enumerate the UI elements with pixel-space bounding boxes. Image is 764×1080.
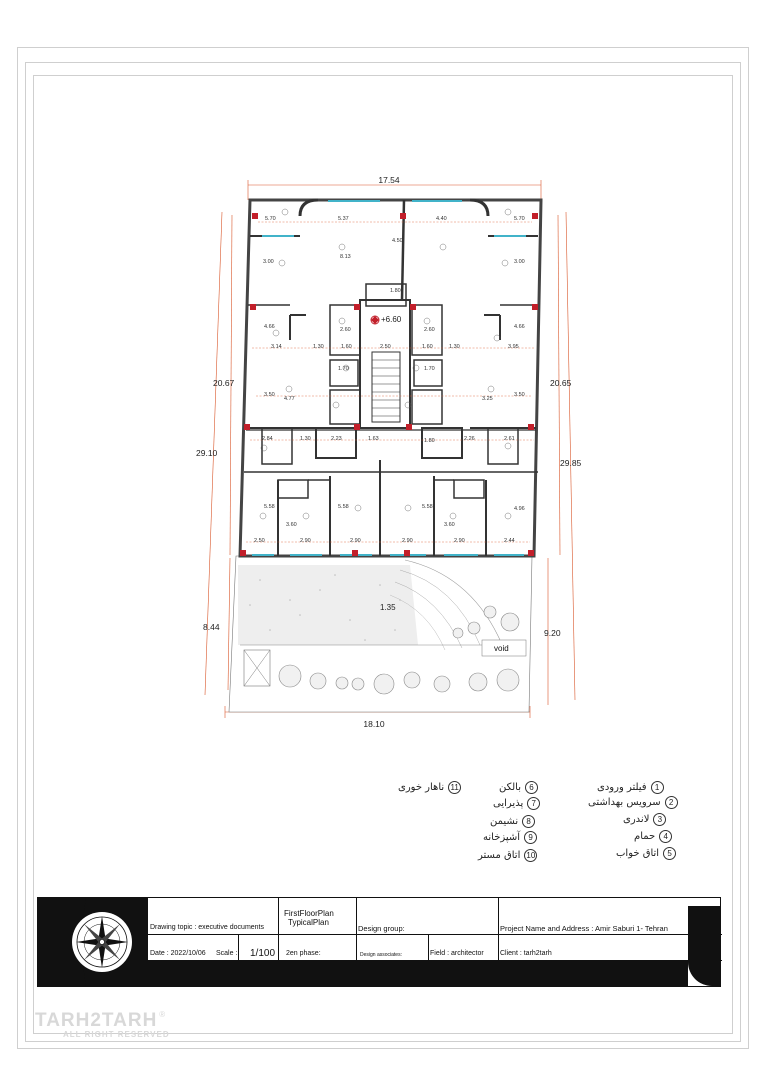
watermark-brand: TARH2TARH [35, 1010, 158, 1031]
svg-text:3.60: 3.60 [444, 522, 455, 528]
design-phase: 2en phase: [286, 950, 321, 957]
client-name: Client : tarh2tarh [500, 950, 552, 957]
svg-text:3.50: 3.50 [514, 392, 525, 398]
legend-number: 10 [524, 849, 537, 862]
legend-item-9 [483, 831, 537, 844]
legend-label: اتاق مستر [478, 850, 521, 861]
title-block-bottom-bar [148, 960, 688, 986]
svg-text:5.70: 5.70 [514, 216, 525, 222]
svg-text:2.84: 2.84 [262, 436, 273, 442]
svg-text:4.66: 4.66 [514, 324, 525, 330]
svg-text:2.90: 2.90 [402, 538, 413, 544]
svg-text:2.50: 2.50 [380, 344, 391, 350]
svg-text:3.14: 3.14 [271, 344, 282, 350]
svg-text:1.30: 1.30 [300, 436, 311, 442]
legend-item-8 [490, 815, 535, 828]
legend-item-5 [616, 847, 676, 860]
legend-item-7 [493, 797, 540, 810]
legend-item-6 [499, 781, 538, 794]
legend-label: سرویس بهداشتی [588, 797, 661, 808]
scale-value: 1/100 [250, 948, 276, 959]
legend-number: 2 [665, 796, 678, 809]
legend-number: 3 [653, 813, 666, 826]
legend-label: اتاق خواب [616, 848, 660, 859]
svg-text:2.90: 2.90 [350, 538, 361, 544]
level-mark: +6.60 [381, 315, 402, 324]
title-block-divider [238, 934, 239, 960]
project-name: Project Name and Address : Amir Saburi 1- Tehran [500, 924, 668, 933]
svg-text:1.63: 1.63 [368, 436, 379, 442]
svg-text:1.60: 1.60 [341, 344, 352, 350]
legend-item-2 [588, 796, 678, 809]
legend-number: 6 [525, 781, 538, 794]
legend-label: بالکن [499, 782, 522, 793]
title-block-logo-panel [38, 898, 148, 986]
legend-number: 8 [522, 815, 535, 828]
legend-label: آشپزخانه [483, 832, 521, 843]
dim-right-lower: 9.20 [544, 628, 561, 638]
svg-text:5.58: 5.58 [422, 504, 433, 510]
svg-text:8.13: 8.13 [340, 254, 351, 260]
legend-number: 9 [524, 831, 537, 844]
legend-label: ناهار خوری [398, 782, 445, 793]
legend-label: فیلتر ورودی [597, 782, 647, 793]
svg-text:1.60: 1.60 [422, 344, 433, 350]
void-label: void [494, 644, 509, 653]
svg-text:3.95: 3.95 [508, 344, 519, 350]
svg-text:3.60: 3.60 [286, 522, 297, 528]
legend-number: 11 [448, 781, 461, 794]
legend-number: 4 [659, 830, 672, 843]
svg-text:5.58: 5.58 [338, 504, 349, 510]
svg-text:2.90: 2.90 [300, 538, 311, 544]
svg-text:5.58: 5.58 [264, 504, 275, 510]
dim-left-lower: 8.44 [203, 622, 220, 632]
svg-text:3.00: 3.00 [514, 259, 525, 265]
svg-text:1.70: 1.70 [424, 366, 435, 372]
svg-text:5.70: 5.70 [265, 216, 276, 222]
watermark-registered: ® [159, 1010, 166, 1019]
building-walls [240, 200, 541, 556]
drawing-topic: Drawing topic : executive documents [150, 924, 264, 931]
scale-label: Scale : [216, 950, 238, 957]
plan-name-2: TypicalPlan [288, 918, 329, 927]
legend-label: حمام [634, 831, 656, 842]
dim-bottom-width: 18.10 [363, 719, 385, 729]
svg-text:3.50: 3.50 [264, 392, 275, 398]
title-block-divider [428, 934, 429, 960]
svg-text:4.77: 4.77 [284, 396, 295, 402]
svg-text:4.66: 4.66 [264, 324, 275, 330]
title-block-divider [148, 934, 722, 935]
legend-number: 1 [651, 781, 664, 794]
svg-text:2.90: 2.90 [454, 538, 465, 544]
dim-left-upper: 20.67 [213, 378, 235, 388]
svg-text:2.23: 2.23 [331, 436, 342, 442]
legend-item-4 [634, 830, 672, 843]
title-block-divider [278, 898, 279, 960]
design-field: Field : architector [430, 950, 484, 957]
yard-level: 1.35 [380, 603, 396, 612]
legend-number: 7 [527, 797, 540, 810]
title-block-divider [498, 898, 499, 960]
legend-item-11 [398, 781, 461, 794]
svg-text:1.80: 1.80 [424, 438, 435, 444]
title-block-right-cap [688, 906, 720, 986]
dim-left-total: 29.10 [196, 448, 218, 458]
legend-item-10 [478, 849, 537, 862]
dim-right-upper: 20.65 [550, 378, 572, 388]
watermark-rights: ALL RIGHT RESERVED [63, 1030, 170, 1039]
svg-text:2.60: 2.60 [424, 327, 435, 333]
svg-text:4.50: 4.50 [392, 238, 403, 244]
title-block-divider [356, 898, 357, 960]
svg-text:5.37: 5.37 [338, 216, 349, 222]
svg-text:3.00: 3.00 [263, 259, 274, 265]
svg-text:4.40: 4.40 [436, 216, 447, 222]
svg-text:2.50: 2.50 [254, 538, 265, 544]
svg-text:4.96: 4.96 [514, 506, 525, 512]
design-group: Design group: [358, 924, 405, 933]
legend-label: پذیرایی [493, 798, 524, 809]
legend-number: 5 [663, 847, 676, 860]
dim-top-width: 17.54 [378, 175, 400, 185]
level-marker [371, 315, 402, 324]
drawing-date: Date : 2022/10/06 [150, 950, 206, 957]
svg-text:3.25: 3.25 [482, 396, 493, 402]
title-block [37, 897, 721, 987]
svg-text:2.44: 2.44 [504, 538, 515, 544]
plan-name-1: FirstFloorPlan [284, 909, 334, 918]
design-associates: Design associates: [360, 952, 402, 958]
north-arrow-icon [38, 898, 148, 986]
svg-text:2.26: 2.26 [464, 436, 475, 442]
legend-label: نشیمن [490, 816, 519, 827]
dim-right-total: 29.85 [560, 458, 582, 468]
legend-item-3 [623, 813, 666, 826]
svg-text:2.60: 2.60 [340, 327, 351, 333]
yard-area [229, 556, 532, 712]
svg-text:1.30: 1.30 [313, 344, 324, 350]
svg-text:2.61: 2.61 [504, 436, 515, 442]
watermark [35, 1010, 170, 1039]
legend-label: لاندری [623, 814, 650, 825]
svg-text:1.80: 1.80 [390, 288, 401, 294]
legend-item-1 [597, 781, 664, 794]
svg-text:1.70: 1.70 [338, 366, 349, 372]
svg-text:1.30: 1.30 [449, 344, 460, 350]
